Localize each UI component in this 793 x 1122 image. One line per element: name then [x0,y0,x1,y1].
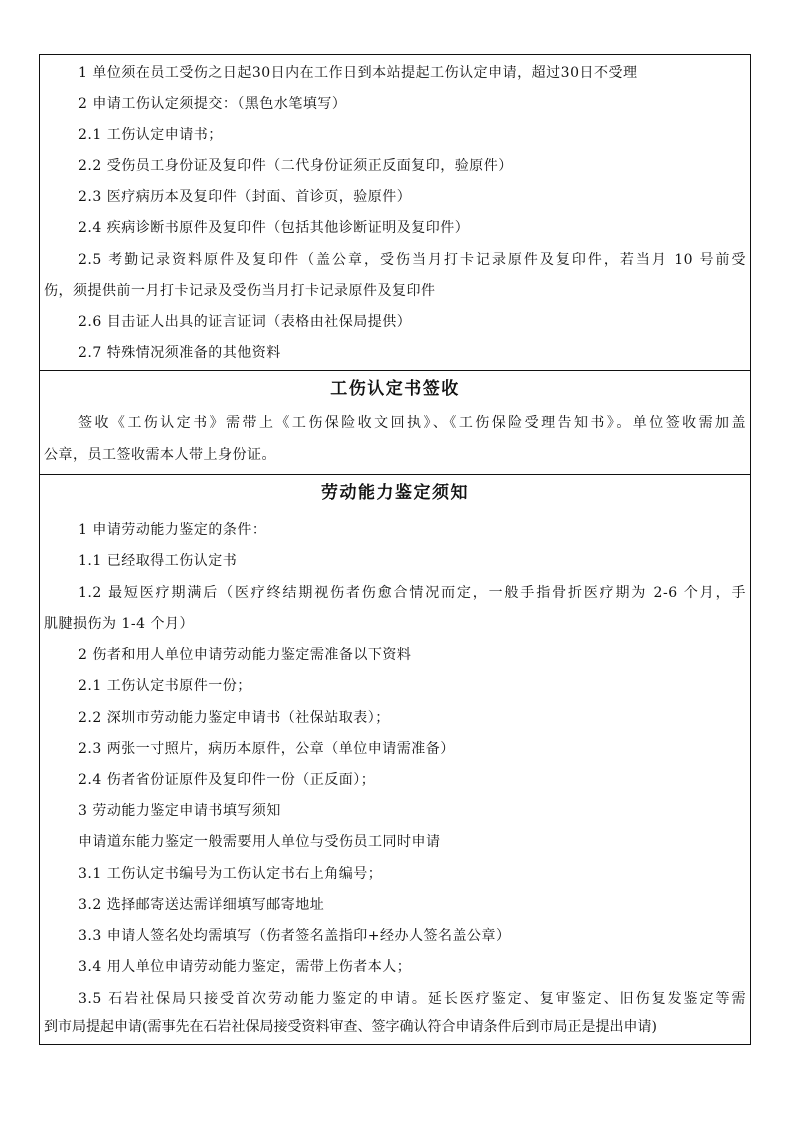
section-title-sign: 工伤认定书签收 [330,379,460,399]
list-item: 2.1 工伤认定书原件一份； [78,678,252,694]
row-divider [39,370,751,371]
list-item: 1 单位须在员工受伤之日起30日内在工作日到本站提起工伤认定申请，超过30日不受理 [78,65,638,81]
list-item: 2.1 工伤认定申请书； [78,127,223,143]
list-item: 3.5 石岩社保局只接受首次劳动能力鉴定的申请。延长医疗鉴定、复审鉴定、旧伤复发鉴定等需 [78,991,746,1007]
section-title-labor: 劳动能力鉴定须知 [321,483,469,503]
list-item: 2.3 两张一寸照片，病历本原件，公章（单位申请需准备） [78,741,455,757]
list-item: 2.4 伤者省份证原件及复印件一份（正反面）； [78,772,376,788]
list-item: 3.4 用人单位申请劳动能力鉴定，需带上伤者本人； [78,959,412,975]
list-item: 3.2 选择邮寄送达需详细填写邮寄地址 [78,897,325,913]
list-item: 3.3 申请人签名处均需填写（伤者签名盖指印+经办人签名盖公章） [78,928,511,944]
list-item: 2.5 考勤记录资料原件及复印件（盖公章，受伤当月打卡记录原件及复印件，若当月 10 号前受 [78,252,746,268]
list-item: 2.4 疾病诊断书原件及复印件（包括其他诊断证明及复印件） [78,220,470,236]
row-divider [39,474,751,475]
list-item-continuation: 肌腱损伤为 1-4 个月） [44,616,194,632]
list-item: 申请道东能力鉴定一般需要用人单位与受伤员工同时申请 [78,834,441,850]
list-item: 3.1 工伤认定书编号为工伤认定书右上角编号； [78,866,383,882]
list-item: 2.2 深圳市劳动能力鉴定申请书（社保站取表）； [78,710,390,726]
list-item: 3 劳动能力鉴定申请书填写须知 [78,803,281,819]
list-item: 2 申请工伤认定须提交：（黑色水笔填写） [78,96,347,112]
list-item: 1 申请劳动能力鉴定的条件： [78,522,267,538]
list-item: 2 伤者和用人单位申请劳动能力鉴定需准备以下资料 [78,647,412,663]
list-item-continuation: 到市局提起申请(需事先在石岩社保局接受资料审查、签字确认符合申请条件后到市局正是提出申请) [44,1019,657,1035]
paragraph-line: 公章，员工签收需本人带上身份证。 [44,447,276,463]
list-item: 2.3 医疗病历本及复印件（封面、首诊页，验原件） [78,189,412,205]
list-item-continuation: 伤，须提供前一月打卡记录及受伤当月打卡记录原件及复印件 [44,283,436,299]
paragraph-line: 签收《工伤认定书》需带上《工伤保险收文回执》、《工伤保险受理告知书》。单位签收需加盖 [78,415,746,431]
list-item: 1.1 已经取得工伤认定书 [78,553,238,569]
list-item: 1.2 最短医疗期满后（医疗终结期视伤者伤愈合情况而定，一般手指骨折医疗期为 2-6 个月，手 [78,585,746,601]
list-item: 2.2 受伤员工身份证及复印件（二代身份证须正反面复印，验原件） [78,158,513,174]
list-item: 2.6 目击证人出具的证言证词（表格由社保局提供） [78,314,412,330]
list-item: 2.7 特殊情况须准备的其他资料 [78,345,281,361]
